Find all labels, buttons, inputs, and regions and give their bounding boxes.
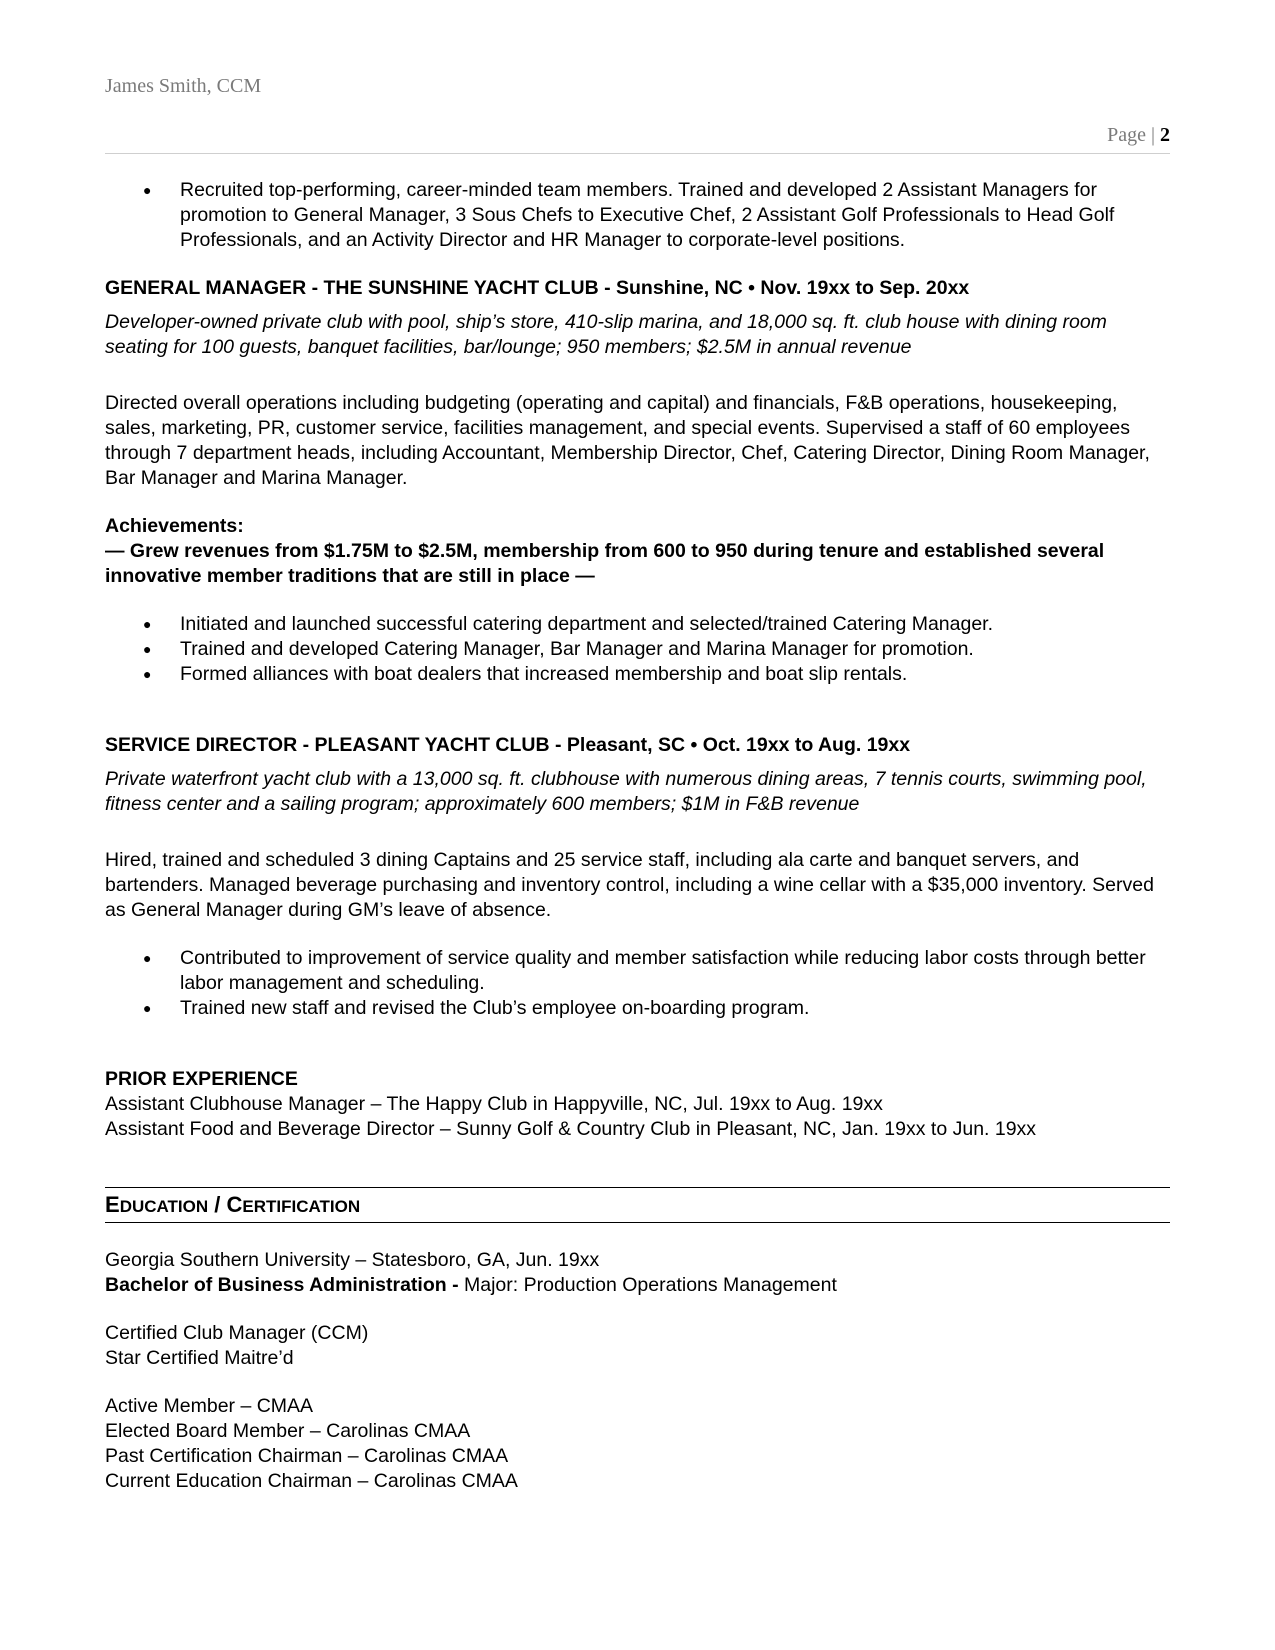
membership-item: Active Member – CMAA (105, 1395, 314, 1417)
list-item: ● Recruited top-performing, career-minded team members. Trained and developed 2 Assistant Managers for promotion to General Manager, 3 Sous Chefs to Executive Chef, 2 Assistant Golf Professionals to Head Golf Professionals, and an Activity Director and HR Manager to corporate-level positions. (105, 178, 1170, 253)
page-number-label (1107, 124, 1170, 147)
membership-item: Current Education Chairman – Carolinas CMAA (105, 1470, 518, 1492)
heading-rest: ERTIFICATION (242, 1197, 361, 1216)
degree-name: Bachelor of Business Administration - (105, 1274, 459, 1296)
certification-item: Star Certified Maitre’d (105, 1347, 294, 1369)
header-name: James Smith, CCM (105, 75, 262, 97)
list-item: ● Trained new staff and revised the Club’s employee on-boarding program. (105, 996, 1170, 1021)
degree (105, 1273, 1170, 1298)
list-item: ● Trained and developed Catering Manager, Bar Manager and Marina Manager for promotion. (105, 637, 1170, 662)
heading-rest: DUCATION (119, 1197, 209, 1216)
school: Georgia Southern University – Statesboro, GA, Jun. 19xx (105, 1249, 600, 1271)
job-summary-sunshine: Directed overall operations including budgeting (operating and capital) and financials, F&B operations, housekeeping, sales, marketing, PR, customer service, facilities management, and special events. Supervised a staff of 60 employees through 7 department heads, including Accountant, Membership Director, Chef, Catering Director, Dining Room Manager, Bar Manager and Marina Manager. (105, 392, 1150, 489)
heading-initial: E (105, 1192, 120, 1217)
degree-major: Major: Production Operations Management (458, 1274, 837, 1296)
prior-experience-heading: PRIOR EXPERIENCE (105, 1068, 298, 1090)
achievements-label: Achievements: (105, 515, 244, 537)
job-description-pleasant: Private waterfront yacht club with a 13,000 sq. ft. clubhouse with numerous dining areas, 7 tennis courts, swimming pool, fitness center and a sailing program; approximately 600 members; $1M in F&B revenue (105, 768, 1147, 815)
list-item: ● Contributed to improvement of service quality and member satisfaction while reducing labor costs through better labor management and scheduling. (105, 946, 1170, 996)
membership-item: Past Certification Chairman – Carolinas CMAA (105, 1445, 509, 1467)
prior-item: Assistant Food and Beverage Director – Sunny Golf & Country Club in Pleasant, NC, Jan. 19xx to Jun. 19xx (105, 1118, 1037, 1140)
job-summary-pleasant: Hired, trained and scheduled 3 dining Captains and 25 service staff, including ala carte and banquet servers, and bartenders. Managed beverage purchasing and inventory control, including a wine cellar with a $35,000 inventory. Served as General Manager during GM’s leave of absence. (105, 849, 1154, 921)
heading-initial: C (226, 1192, 243, 1217)
resume-content (105, 178, 1170, 1494)
job-title-sunshine: GENERAL MANAGER - THE SUNSHINE YACHT CLUB - Sunshine, NC • Nov. 19xx to Sep. 20xx (105, 277, 970, 299)
page-number: 2 (1160, 124, 1170, 146)
page-label: Page | (1107, 124, 1155, 146)
list-item: ● Initiated and launched successful catering department and selected/trained Catering Manager. (105, 612, 1170, 637)
pleasant-bullet-list (105, 946, 1170, 1021)
list-item: ● Formed alliances with boat dealers that increased membership and boat slip rentals. (105, 662, 1170, 687)
job-title-pleasant: SERVICE DIRECTOR - PLEASANT YACHT CLUB - Pleasant, SC • Oct. 19xx to Aug. 19xx (105, 734, 911, 756)
prior-item: Assistant Clubhouse Manager – The Happy Club in Happyville, NC, Jul. 19xx to Aug. 19xx (105, 1093, 883, 1115)
certification-item: Certified Club Manager (CCM) (105, 1322, 369, 1344)
achievements-highlight: — Grew revenues from $1.75M to $2.5M, membership from 600 to 950 during tenure and established several innovative member traditions that are still in place — (105, 540, 1105, 587)
heading-separator: / (208, 1192, 227, 1217)
job-description-sunshine: Developer-owned private club with pool, ship’s store, 410-slip marina, and 18,000 sq. ft. club house with dining room seating for 100 guests, banquet facilities, bar/lounge; 950 members; $2.5M in annual revenue (105, 311, 1107, 358)
intro-bullet-list (105, 178, 1170, 253)
header-divider (105, 153, 1170, 154)
education-section-heading (105, 1187, 1170, 1223)
sunshine-bullet-list (105, 612, 1170, 687)
membership-item: Elected Board Member – Carolinas CMAA (105, 1420, 471, 1442)
